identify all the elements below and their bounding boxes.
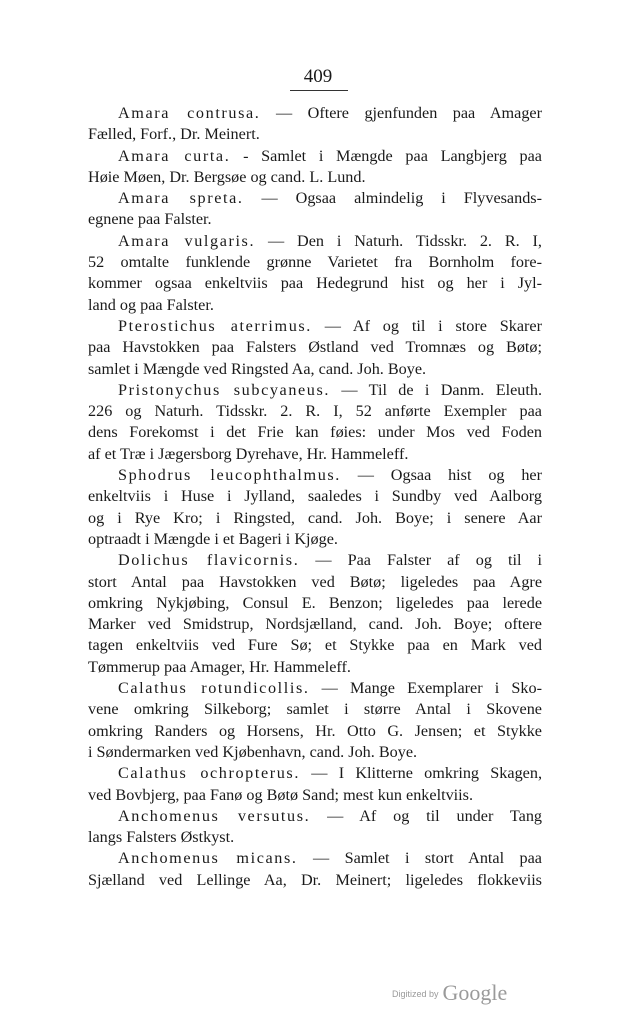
species-name: Anchomenus micans.: [118, 849, 298, 868]
entry: [88, 231, 542, 316]
species-name: Amara curta.: [118, 146, 231, 165]
species-name: Anchomenus versutus.: [118, 806, 311, 825]
text-line: tagen enkeltviis ved Fure Sø; et Stykke paa en Mark ved: [88, 636, 542, 655]
text-line: [88, 465, 542, 486]
entry: [88, 316, 542, 380]
text-line: omkring Nykjøbing, Consul E. Benzon; ligeledes paa lerede: [88, 593, 542, 612]
text-line: [88, 316, 542, 337]
species-name: Calathus rotundicollis.: [118, 679, 310, 698]
species-name: Amara spreta.: [118, 189, 244, 208]
entry-text: — Samlet i stort Antal paa: [297, 849, 542, 868]
text-line: i Søndermarken ved Kjøbenhavn, cand. Joh. Boye.: [88, 742, 418, 761]
entry-text: — Af og til under Tang: [310, 806, 542, 825]
text-line: optraadt i Mængde i et Bageri i Kjøge.: [88, 529, 338, 548]
text-line: omkring Randers og Horsens, Hr. Otto G. Jensen; et Stykke: [88, 721, 542, 740]
text-line: og i Rye Kro; i Ringsted, cand. Joh. Boye; i senere Aar: [88, 508, 542, 527]
entry-text: — Ogsaa almindelig i Flyvesands-: [243, 189, 542, 208]
entry: [88, 806, 542, 849]
species-name: Pristonychus subcyaneus.: [118, 380, 331, 399]
text-line: [88, 806, 542, 827]
text-line: [88, 763, 542, 784]
text-line: Sjælland ved Lellinge Aa, Dr. Meinert; ligeledes flokkeviis: [88, 870, 542, 889]
entry: [88, 763, 542, 806]
text-line: vene omkring Silkeborg; samlet i større Antal i Skovene: [88, 700, 542, 719]
text-line: Tømmerup paa Amager, Hr. Hammeleff.: [88, 657, 351, 676]
entry: [88, 465, 542, 550]
text-line: egnene paa Falster.: [88, 210, 212, 229]
entry-text: — Ogsaa hist og her: [340, 466, 542, 485]
entry: [88, 678, 542, 763]
text-line: samlet i Mængde ved Ringsted Aa, cand. Joh. Boye.: [88, 359, 427, 378]
species-name: Amara contrusa.: [118, 104, 261, 122]
text-line: Fælled, Forf., Dr. Meinert.: [88, 125, 260, 144]
google-logo: Google: [442, 980, 508, 1005]
entry-text: - Samlet i Mængde paa Langbjerg paa: [230, 146, 542, 165]
text-line: ved Bovbjerg, paa Fanø og Bøtø Sand; mest kun enkeltviis.: [88, 785, 474, 804]
text-line: 52 omtalte funklende grønne Varietet fra Bornholm fore-: [88, 253, 542, 272]
entry-text: — Til de i Danm. Eleuth.: [330, 380, 542, 399]
text-line: [88, 848, 542, 869]
entry-text: — Af og til i store Skarer: [311, 316, 542, 335]
page-number-rule: [290, 90, 348, 91]
entry-text: — Mange Exemplarer i Sko-: [309, 679, 542, 698]
text-line: 226 og Naturh. Tidsskr. 2. R. I, 52 anførte Exempler paa: [88, 402, 542, 421]
text-line: enkeltviis i Huse i Jylland, saaledes i Sundby ved Aalborg: [88, 487, 542, 506]
text-line: land og paa Falster.: [88, 295, 214, 314]
entry: [88, 188, 542, 231]
text-line: [88, 380, 542, 401]
text-line: Høie Møen, Dr. Bergsøe og cand. L. Lund.: [88, 167, 366, 186]
text-line: dens Forekomst i det Frie kan føies: under Mos ved Foden: [88, 423, 542, 442]
text-line: [88, 103, 542, 124]
watermark-prefix: Digitized by: [392, 989, 439, 999]
page-text: [88, 103, 542, 891]
entry: [88, 380, 542, 465]
text-line: [88, 678, 542, 699]
text-line: langs Falsters Østkyst.: [88, 828, 235, 847]
text-line: [88, 146, 542, 167]
entry: [88, 146, 542, 189]
species-name: Amara vulgaris.: [118, 231, 256, 250]
text-line: Marker ved Smidstrup, Nordsjælland, cand. Joh. Boye; oftere: [88, 615, 542, 634]
entry-text: — I Klitterne omkring Skagen,: [299, 764, 542, 783]
text-line: [88, 188, 542, 209]
text-line: af et Træ i Jægersborg Dyrehave, Hr. Hammeleff.: [88, 444, 409, 463]
text-line: kommer ogsaa enkeltviis paa Hedegrund hist og her i Jyl-: [88, 274, 542, 293]
entry-text: — Oftere gjenfunden paa Amager: [260, 104, 542, 122]
entry-text: — Den i Naturh. Tidsskr. 2. R. I,: [255, 231, 542, 250]
digitized-watermark: [392, 980, 532, 1008]
species-name: Sphodrus leucophthalmus.: [118, 466, 341, 485]
species-name: Pterostichus aterrimus.: [118, 316, 312, 335]
entry: [88, 550, 542, 678]
page-number: 409: [303, 66, 333, 87]
text-line: [88, 550, 542, 571]
entry: [88, 848, 542, 891]
text-line: stort Antal paa Havstokken ved Bøtø; ligeledes paa Agre: [88, 572, 542, 591]
species-name: Dolichus flavicornis.: [118, 551, 300, 570]
entry: [88, 103, 542, 146]
entry-text: — Paa Falster af og til i: [299, 551, 542, 570]
text-line: [88, 231, 542, 252]
text-line: paa Havstokken paa Falsters Østland ved Tromnæs og Bøtø;: [88, 338, 542, 357]
species-name: Calathus ochropterus.: [118, 764, 300, 783]
